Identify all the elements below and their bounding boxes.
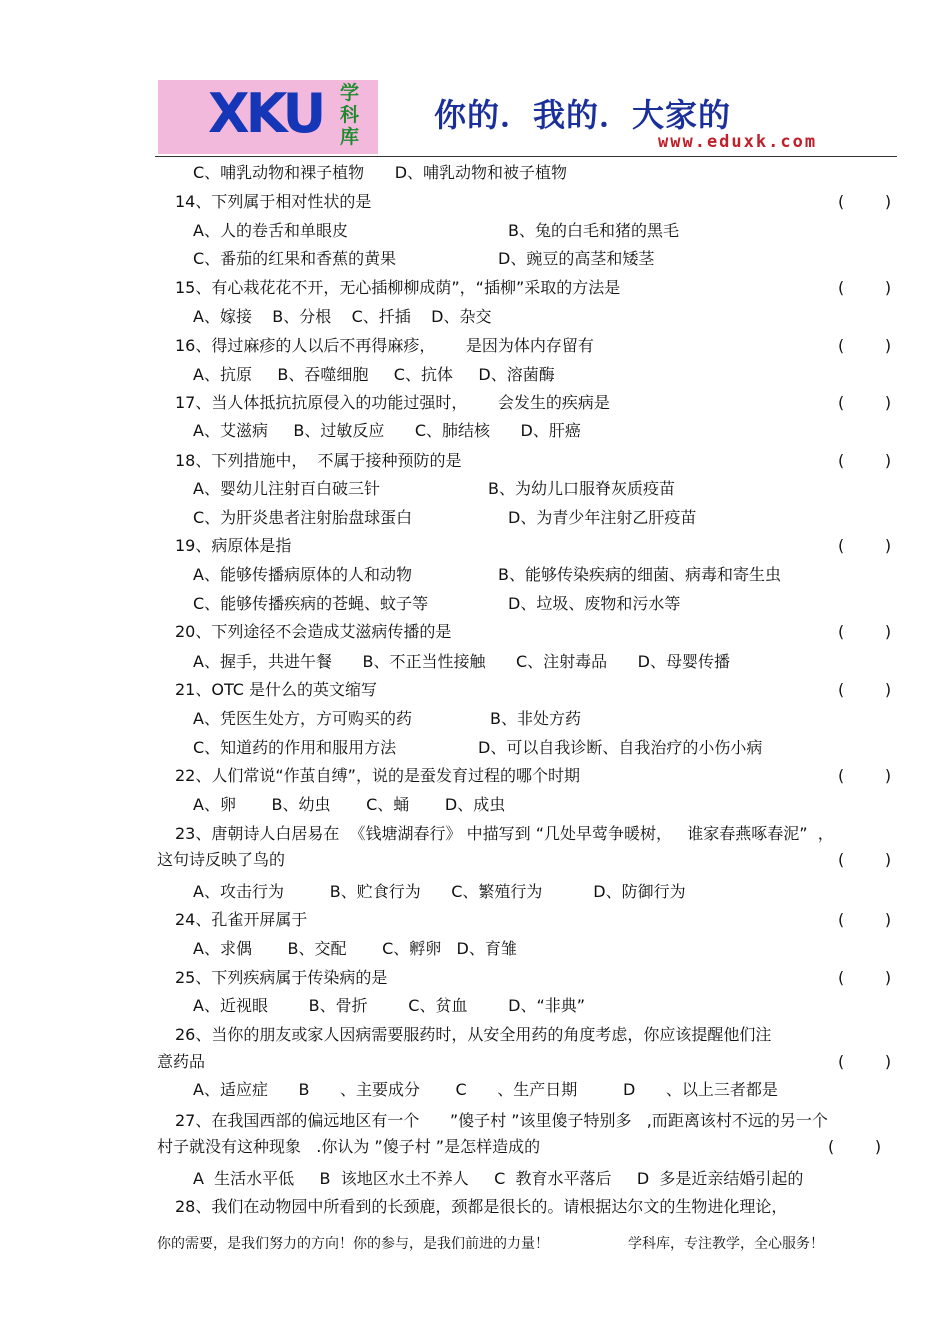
question-19: 19、病原体是指 (175, 536, 292, 555)
option-line: C、哺乳动物和裸子植物 D、哺乳动物和被子植物 (193, 163, 568, 182)
answer-blank: ( ) (838, 336, 892, 355)
logo (158, 80, 378, 154)
question-16: 16、得过麻疹的人以后不再得麻疹， 是因为体内存留有 (175, 336, 594, 355)
option-line: C、为肝炎患者注射胎盘球蛋白 (193, 508, 413, 527)
option-line: A、攻击行为 B、贮食行为 C、繁殖行为 D、防御行为 (193, 882, 686, 901)
option-line: A、嫁接 B、分根 C、扦插 D、杂交 (193, 307, 492, 326)
question-21: 21、OTC 是什么的英文缩写 (175, 680, 378, 699)
option-line: C、知道药的作用和服用方法 (193, 738, 397, 757)
option-line: D、垃圾、废物和污水等 (508, 594, 681, 613)
site-url: www.eduxk.com (658, 132, 818, 152)
option-line: A、人的卷舌和单眼皮 (193, 221, 348, 240)
answer-blank: ( ) (838, 192, 892, 211)
answer-blank: ( ) (838, 622, 892, 641)
question-25: 25、下列疾病属于传染病的是 (175, 968, 388, 987)
question-23-cont: 这句诗反映了鸟的 (157, 850, 286, 869)
answer-blank: ( ) (838, 680, 892, 699)
question-23: 23、唐朝诗人白居易在 《钱塘湖春行》 中描写到 “几处早莺争暖树， 谁家春燕啄春泥” ， (175, 824, 834, 843)
option-line: B、为幼儿口服脊灰质疫苗 (488, 479, 675, 498)
option-line: A、婴幼儿注射百白破三针 (193, 479, 380, 498)
option-line: B、非处方药 (490, 709, 581, 728)
option-line: D、豌豆的高茎和矮茎 (498, 249, 655, 268)
footer-left: 你的需要，是我们努力的方向！你的参与，是我们前进的力量！ (157, 1236, 549, 1252)
answer-blank: ( ) (838, 536, 892, 555)
option-line: A、能够传播病原体的人和动物 (193, 565, 412, 584)
answer-blank: ( ) (838, 910, 892, 929)
slogan: 你的．我的．大家的 (434, 96, 732, 134)
question-15: 15、有心栽花花不开，无心插柳柳成荫”，“插柳”采取的方法是 (175, 278, 621, 297)
option-line: A、适应症 B 、主要成分 C 、生产日期 D 、以上三者都是 (193, 1080, 778, 1099)
answer-blank: ( ) (838, 451, 892, 470)
option-line: A、求偶 B、交配 C、孵卵 D、育雏 (193, 939, 517, 958)
question-18: 18、下列措施中， 不属于接种预防的是 (175, 451, 462, 470)
answer-blank: ( ) (838, 968, 892, 987)
option-line: A、近视眼 B、骨折 C、贫血 D、“非典” (193, 996, 586, 1015)
answer-blank: ( ) (838, 1052, 892, 1071)
option-line: B、兔的白毛和猪的黑毛 (508, 221, 679, 240)
footer-right: 学科库，专注教学，全心服务！ (628, 1236, 824, 1252)
option-line: B、能够传染疾病的细菌、病毒和寄生虫 (498, 565, 781, 584)
logo-chinese: 学科库 (340, 82, 360, 148)
question-22: 22、人们常说“作茧自缚”，说的是蚕发育过程的哪个时期 (175, 766, 580, 785)
option-line: A、凭医生处方，方可购买的药 (193, 709, 412, 728)
answer-blank: ( ) (838, 850, 892, 869)
answer-blank: ( ) (838, 393, 892, 412)
option-line: A、抗原 B、吞噬细胞 C、抗体 D、溶菌酶 (193, 365, 555, 384)
option-line: D、可以自我诊断、自我治疗的小伤小病 (478, 738, 763, 757)
option-line: C、能够传播疾病的苍蝇、蚊子等 (193, 594, 429, 613)
question-26-cont: 意药品 (157, 1052, 206, 1071)
option-line: A、艾滋病 B、过敏反应 C、肺结核 D、肝癌 (193, 421, 581, 440)
question-24: 24、孔雀开屏属于 (175, 910, 308, 929)
option-line: A 生活水平低 B 该地区水土不养人 C 教育水平落后 D 多是近亲结婚引起的 (193, 1169, 804, 1188)
question-14: 14、下列属于相对性状的是 (175, 192, 372, 211)
option-line: A、卵 B、幼虫 C、蛹 D、成虫 (193, 795, 506, 814)
logo-text: XKU (208, 82, 323, 145)
option-line: A、握手，共进午餐 B、不正当性接触 C、注射毒品 D、母婴传播 (193, 652, 730, 671)
question-26: 26、当你的朋友或家人因病需要服药时，从安全用药的角度考虑，你应该提醒他们注 (175, 1025, 772, 1044)
option-line: C、番茄的红果和香蕉的黄果 (193, 249, 397, 268)
header-rule (155, 156, 897, 157)
question-28: 28、我们在动物园中所看到的长颈鹿，颈都是很长的。请根据达尔文的生物进化理论， (175, 1197, 788, 1216)
answer-blank: ( ) (838, 278, 892, 297)
option-line: D、为青少年注射乙肝疫苗 (508, 508, 697, 527)
answer-blank: ( ) (828, 1137, 882, 1156)
answer-blank: ( ) (838, 766, 892, 785)
question-17: 17、当人体抵抗抗原侵入的功能过强时， 会发生的疾病是 (175, 393, 610, 412)
question-27: 27、在我国西部的偏远地区有一个 ”傻子村 ”该里傻子特别多 ,而距离该村不远的另一个 (175, 1111, 828, 1130)
question-20: 20、下列途径不会造成艾滋病传播的是 (175, 622, 452, 641)
header-banner (158, 80, 893, 154)
question-27-cont: 村子就没有这种现象 .你认为 ”傻子村 ”是怎样造成的 (157, 1137, 541, 1156)
